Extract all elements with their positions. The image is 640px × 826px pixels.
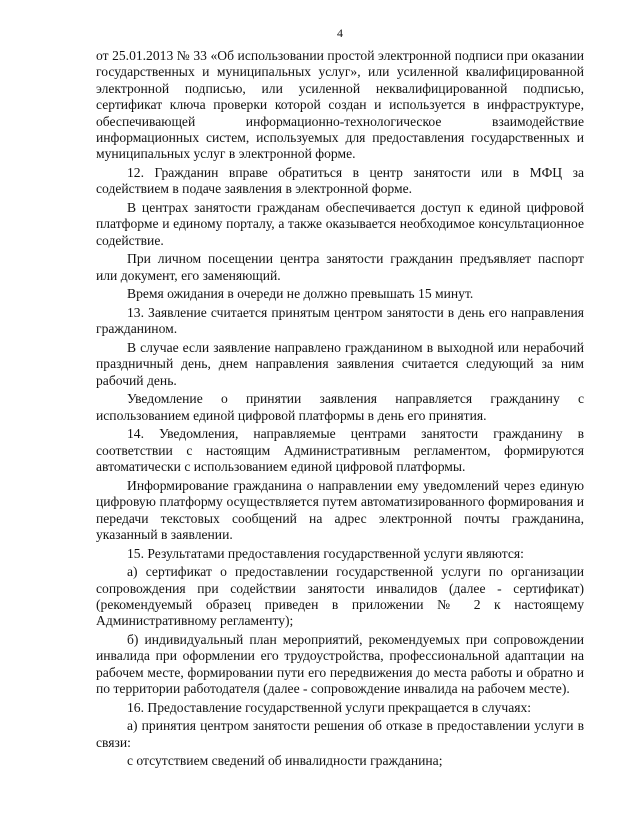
body-paragraph: В центрах занятости гражданам обеспечивается доступ к единой цифровой платформе и единому порталу, а также оказывается необходимое консультационное содействие. — [96, 200, 584, 248]
body-paragraph: Время ожидания в очереди не должно превышать 15 минут. — [127, 286, 474, 302]
body-paragraph: от 25.01.2013 № 33 «Об использовании простой электронной подписи при оказании государственных и муниципальных услуг», или усиленной квалифицированной электронной подписью, или усиленной неквалифицированной подписью, сертификат ключа проверки которой создан и используется в инфраструктуре, обеспечивающей информационно-технологическое взаимодействие информационных систем, используемых для предоставления государственных и муниципальных услуг в электронной форме. — [96, 48, 584, 162]
body-paragraph: с отсутствием сведений об инвалидности гражданина; — [127, 753, 443, 769]
body-paragraph: а) принятия центром занятости решения об отказе в предоставлении услуги в связи: — [96, 718, 584, 750]
body-paragraph: 16. Предоставление государственной услуги прекращается в случаях: — [127, 699, 532, 715]
body-paragraph: В случае если заявление направлено гражданином в выходной или нерабочий праздничный день, днем направления заявления считается следующий за ним рабочий день. — [96, 340, 584, 388]
body-paragraph: Уведомление о принятии заявления направляется гражданину с использованием единой цифровой платформы в день его принятия. — [96, 391, 584, 423]
body-paragraph: 15. Результатами предоставления государственной услуги являются: — [127, 545, 524, 561]
page-number: 4 — [337, 26, 343, 40]
body-paragraph: Информирование гражданина о направлении ему уведомлений через единую цифровую платформу осуществляется путем автоматизированного формирования и передачи текстовых сообщений на адрес электронной почты гражданина, указанный в заявлении. — [96, 477, 584, 543]
document-body — [96, 48, 584, 770]
body-paragraph: 12. Гражданин вправе обратиться в центр занятости или в МФЦ за содействием в подаче заявления в электронной форме. — [96, 165, 584, 197]
body-paragraph: а) сертификат о предоставлении государственной услуги по организации сопровождения при содействии занятости инвалидов (далее - сертификат) (рекомендуемый образец приведен в приложении № 2 к настоящему Административному регламенту); — [96, 564, 584, 629]
body-paragraph: б) индивидуальный план мероприятий, рекомендуемых при сопровождении инвалида при оформлении его трудоустройства, профессиональной адаптации на рабочем месте, формировании пути его передвижения до места работы и обратно и по территории работодателя (далее - сопровождение инвалида на рабочем месте). — [96, 632, 584, 697]
body-paragraph: При личном посещении центра занятости гражданин предъявляет паспорт или документ, его заменяющий. — [96, 251, 584, 283]
body-paragraph: 13. Заявление считается принятым центром занятости в день его направления гражданином. — [96, 305, 584, 337]
body-paragraph: 14. Уведомления, направляемые центрами занятости гражданину в соответствии с настоящим Административным регламентом, формируются автоматически с использованием единой цифровой платформы. — [96, 426, 584, 475]
